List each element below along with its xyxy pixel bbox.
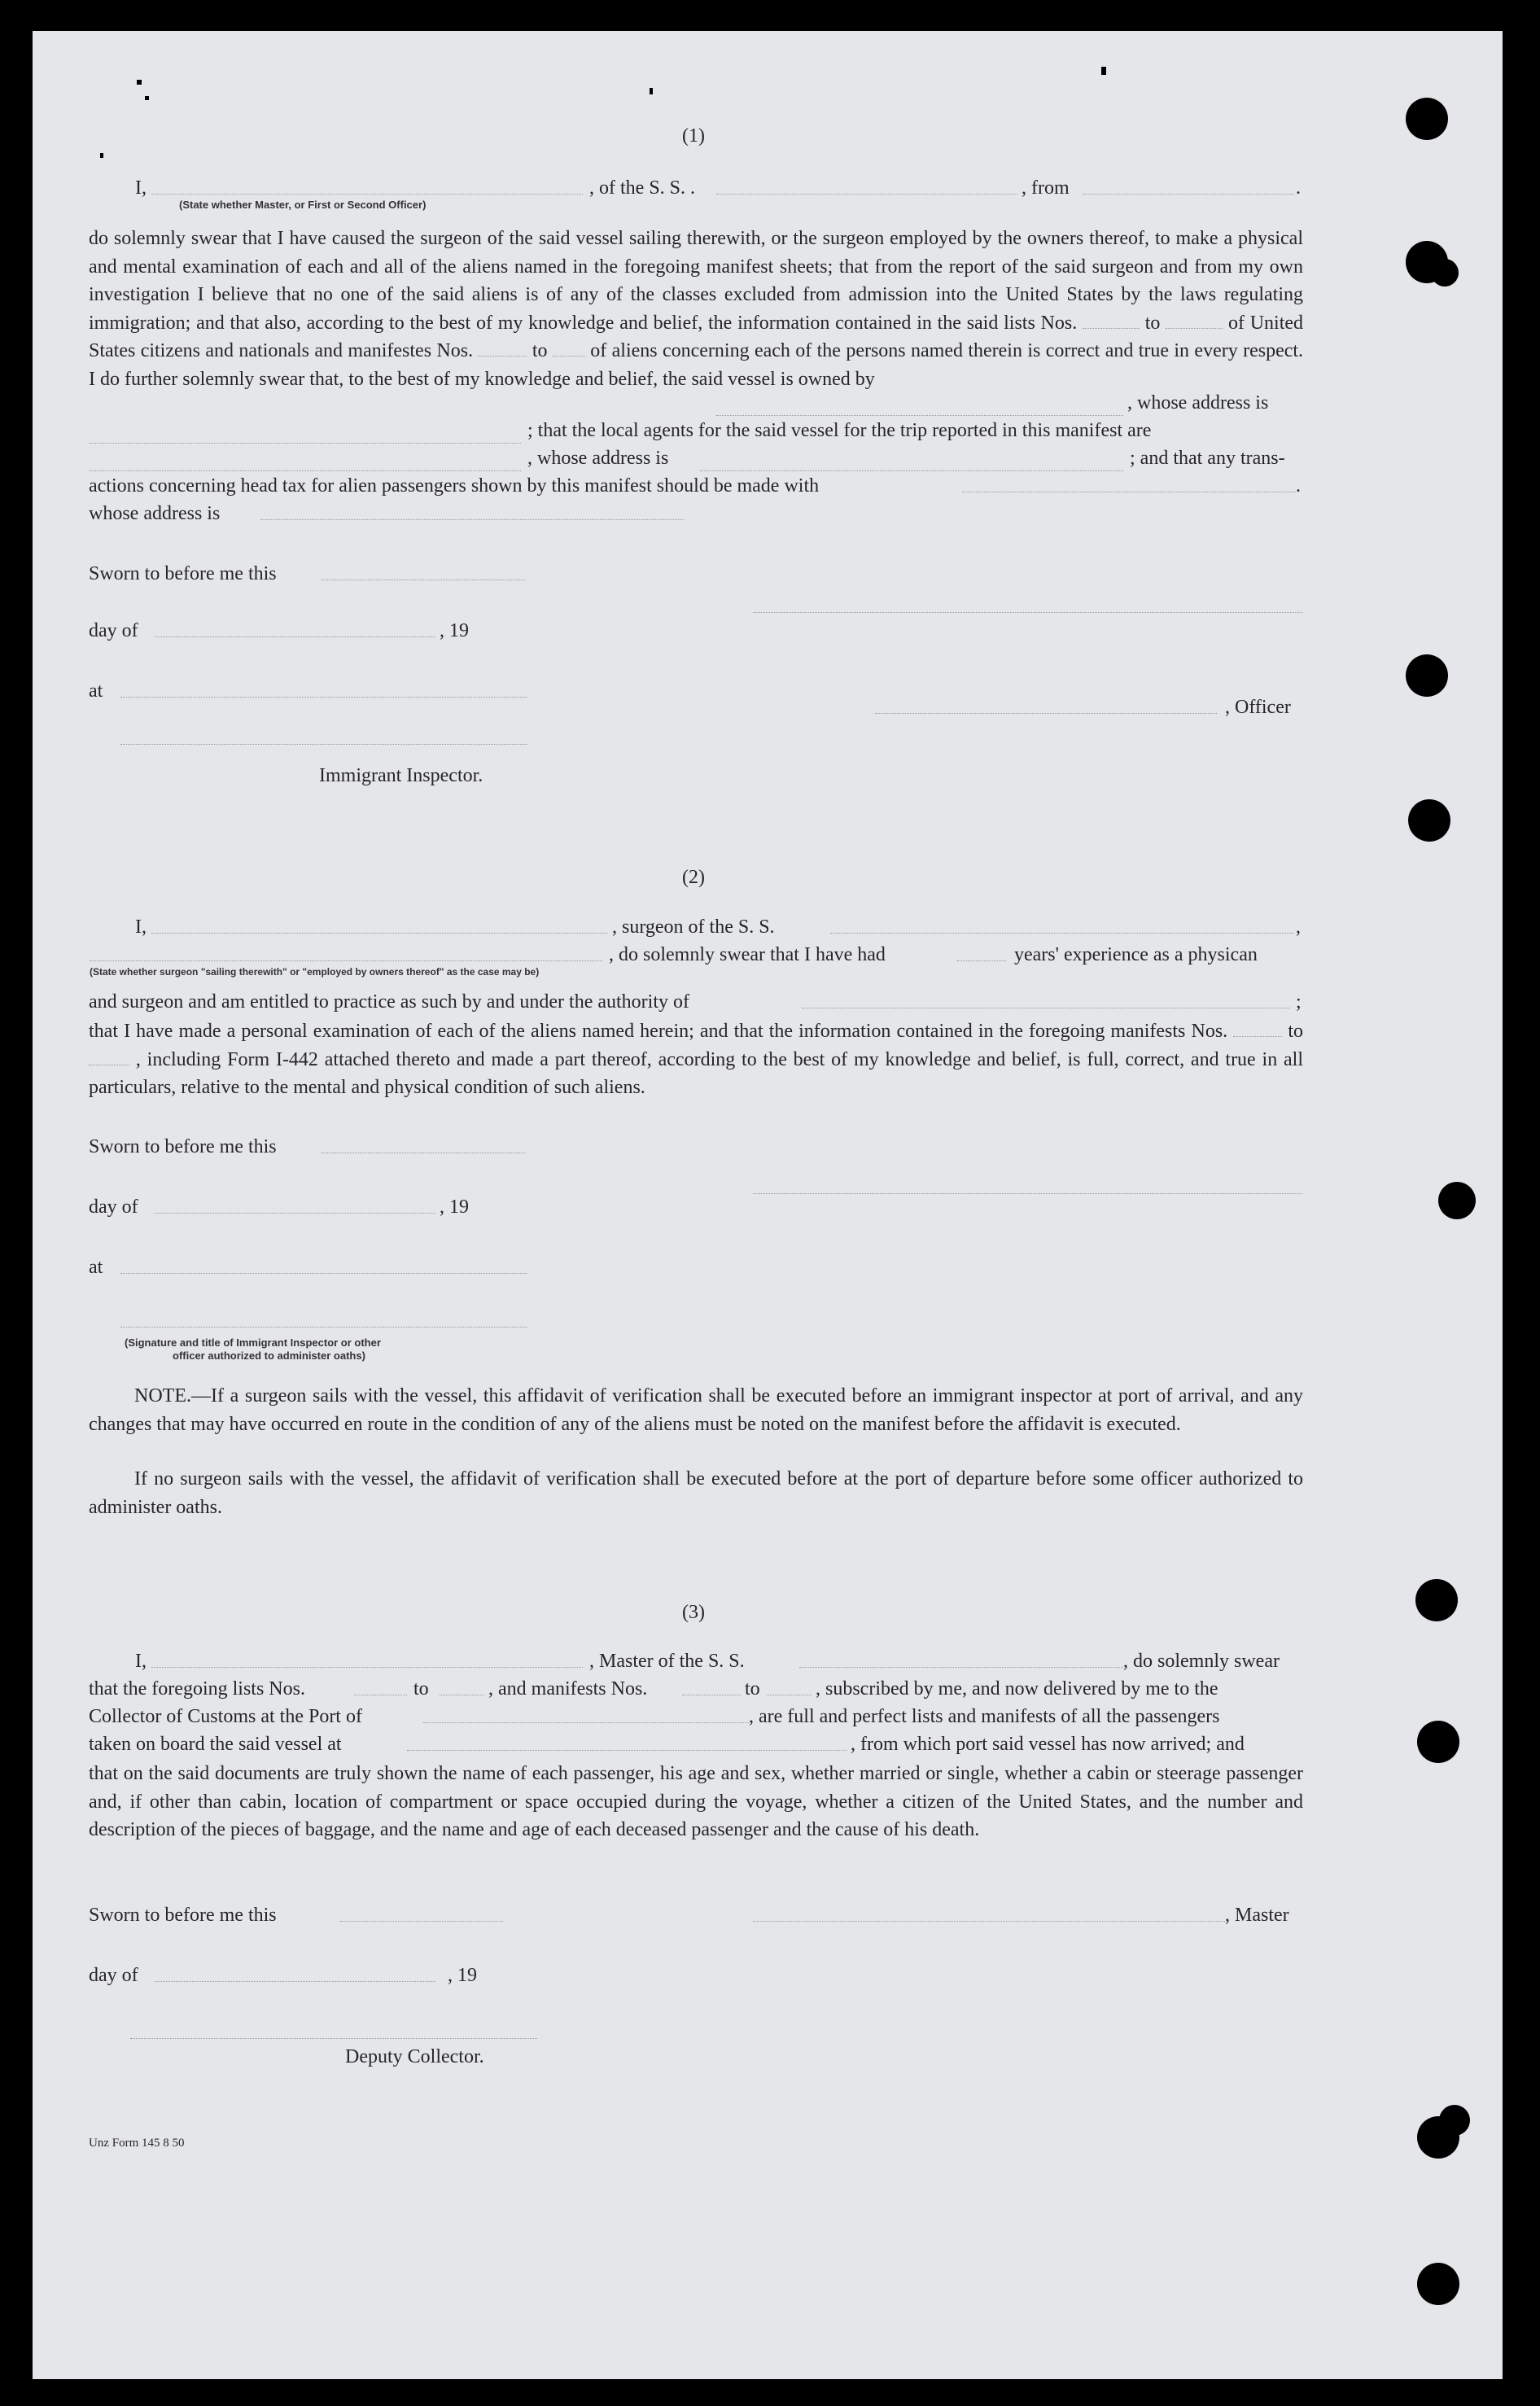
- at-label: at: [89, 1257, 103, 1278]
- ink-speck: [650, 88, 653, 94]
- line-end: .: [1296, 475, 1301, 497]
- vessel-label: , of the S. S. .: [589, 177, 696, 199]
- inspector-blank[interactable]: [120, 744, 527, 745]
- to-label: to: [413, 1678, 429, 1700]
- day-of-label: day of: [89, 1196, 138, 1218]
- surgeon-name-blank[interactable]: [151, 933, 607, 934]
- signature-note: officer authorized to administer oaths): [173, 1350, 365, 1362]
- inspector-label: Immigrant Inspector.: [319, 765, 483, 786]
- note-paragraph: NOTE.—If a surgeon sails with the vessel, this affidavit of verification shall be executed before an immigrant inspector at port of arrival, and any changes that may have occurred en route in the condition of any of the aliens must be noted on the manifest before the affidavit is executed.: [89, 1385, 1303, 1435]
- section3-body: that on the said documents are truly shown the name of each passenger, his age and sex, whether married or single, whether a cabin or steerage passenger and, if other than cabin, location of compartment or space occupied during the voyage, whether a citizen of the United States, and the number and description of the pieces of baggage, and the name and age of each deceased passenger and the cause of his death.: [89, 1763, 1303, 1840]
- day-of-label: day of: [89, 620, 138, 641]
- signature-blank[interactable]: [120, 1327, 527, 1328]
- taken-label: taken on board the said vessel at: [89, 1734, 342, 1755]
- master-vessel-label: , Master of the S. S.: [589, 1651, 745, 1672]
- master-label: , Master: [1225, 1905, 1289, 1926]
- manifest-from-blank[interactable]: [1233, 1036, 1282, 1037]
- deputy-label: Deputy Collector.: [345, 2046, 484, 2067]
- surgeon-status-blank[interactable]: [90, 960, 602, 961]
- from-label: , from: [1022, 177, 1070, 199]
- surgeon-signature-blank[interactable]: [753, 1193, 1302, 1194]
- punch-hole: [1408, 799, 1450, 842]
- agents-address-blank[interactable]: [700, 470, 1123, 471]
- years-blank[interactable]: [957, 960, 1006, 961]
- transactions-label: ; and that any trans-: [1130, 448, 1285, 469]
- sworn-label: Sworn to before me this: [89, 1136, 277, 1157]
- experience-label: , do solemnly swear that I have had: [609, 944, 886, 965]
- punch-hole: [1406, 98, 1448, 140]
- arrived-label: , from which port said vessel has now arrived; and: [851, 1734, 1245, 1755]
- form-number: Unz Form 145 8 50: [89, 2137, 185, 2150]
- list-from-blank[interactable]: [1083, 328, 1140, 329]
- section2-body: that I have made a personal examination of each of the aliens named herein; and that the information contained in the foregoing manifests Nos. to , including Form I-442 attached thereto and made a part thereof, according to the best of my knowledge and belief, is full, correct, and true in all particulars, relative to the mental and physical condition of such aliens.: [89, 1021, 1304, 1098]
- owner-address-blank[interactable]: [90, 443, 521, 444]
- lists-perfect-label: , are full and perfect lists and manifests of all the passengers: [749, 1706, 1220, 1727]
- year-label: , 19: [448, 1965, 477, 1986]
- manifest-to-blank[interactable]: [553, 356, 585, 357]
- section-number: (3): [682, 1602, 705, 1623]
- line-end: .: [1296, 177, 1301, 199]
- ink-speck: [1101, 67, 1106, 75]
- ink-speck: [100, 153, 103, 158]
- taken-port-blank[interactable]: [407, 1750, 847, 1751]
- punch-hole: [1417, 1721, 1459, 1763]
- at-blank[interactable]: [120, 1273, 527, 1274]
- officer-title-blank[interactable]: [875, 713, 1217, 714]
- ink-speck: [137, 80, 142, 85]
- whose-address-label: whose address is: [89, 503, 221, 524]
- port-blank[interactable]: [423, 1722, 749, 1723]
- punch-hole: [1431, 259, 1459, 287]
- name-blank[interactable]: [151, 194, 583, 195]
- manifests-label: , and manifests Nos.: [488, 1678, 648, 1700]
- surgeon-vessel-blank[interactable]: [830, 933, 1294, 934]
- master-vessel-blank[interactable]: [799, 1667, 1123, 1668]
- line-start: I,: [135, 916, 147, 938]
- signature-note: (Signature and title of Immigrant Inspector or other: [125, 1336, 381, 1349]
- lists-label: that the foregoing lists Nos.: [89, 1678, 305, 1700]
- day-of-blank[interactable]: [155, 1213, 435, 1214]
- whose-address-label: , whose address is: [1127, 392, 1269, 413]
- officer-note: (State whether Master, or First or Second Officer): [179, 199, 427, 211]
- surgeon-note: (State whether surgeon "sailing therewith" or "employed by owners thereof" as the case may be): [90, 966, 540, 978]
- sworn-blank[interactable]: [340, 1921, 503, 1922]
- line-end: ;: [1296, 991, 1302, 1013]
- day-of-blank[interactable]: [155, 636, 435, 637]
- line-start: I,: [135, 177, 147, 199]
- punch-hole: [1417, 2263, 1459, 2305]
- punch-hole: [1406, 654, 1448, 697]
- manifest-from-blank[interactable]: [478, 356, 527, 357]
- punch-hole: [1439, 2105, 1470, 2136]
- master-signature-blank[interactable]: [753, 1921, 1225, 1922]
- section1-body: do solemnly swear that I have caused the surgeon of the said vessel sailing therewith, or the surgeon employed by the owners thereof, to make a physical and mental examination of each and all of the aliens named in the foregoing manifest sheets; that from the report of the said surgeon and from my own investigation I believe that no one of the said aliens is of any of the classes excluded from admission into the United States by the laws regulating immigration; and that also, according to the best of my knowledge and belief, the information contained in the said lists Nos. to of United States citizens and nationals and manifestes Nos. to of aliens concerning each of the persons named therein is correct and true in every respect. I do further solemnly swear that, to the best of my knowledge and belief, the said vessel is owned by: [89, 228, 1304, 390]
- section-number: (2): [682, 867, 705, 888]
- punch-hole: [1415, 1579, 1458, 1621]
- authority-label: and surgeon and am entitled to practice as such by and under the authority of: [89, 991, 689, 1013]
- to-label: to: [745, 1678, 760, 1700]
- surgeon-vessel-label: , surgeon of the S. S.: [612, 916, 775, 938]
- swear-label: , do solemnly swear: [1123, 1651, 1280, 1672]
- officer-signature-blank[interactable]: [753, 612, 1302, 613]
- subscribed-label: , subscribed by me, and now delivered by me to the: [816, 1678, 1218, 1700]
- sworn-label: Sworn to before me this: [89, 563, 277, 584]
- list-to-blank[interactable]: [1166, 328, 1223, 329]
- day-of-blank[interactable]: [155, 1981, 435, 1982]
- sworn-label: Sworn to before me this: [89, 1905, 277, 1926]
- head-tax-address-blank[interactable]: [260, 519, 684, 520]
- ink-speck: [145, 96, 149, 100]
- day-of-label: day of: [89, 1965, 138, 1986]
- at-label: at: [89, 680, 103, 702]
- local-agents-label: ; that the local agents for the said vessel for the trip reported in this manifest are: [527, 420, 1152, 441]
- experience-end-label: years' experience as a physican: [1014, 944, 1258, 965]
- vessel-blank[interactable]: [716, 194, 1017, 195]
- head-tax-label: actions concerning head tax for alien passengers shown by this manifest should be made with: [89, 475, 820, 497]
- agents-blank[interactable]: [90, 470, 521, 471]
- owner-blank[interactable]: [716, 415, 1123, 416]
- deputy-blank[interactable]: [130, 2038, 537, 2039]
- collector-label: Collector of Customs at the Port of: [89, 1706, 362, 1727]
- punch-hole: [1438, 1182, 1476, 1219]
- whose-address-label: , whose address is: [527, 448, 669, 469]
- officer-label: , Officer: [1225, 697, 1291, 718]
- year-label: , 19: [440, 1196, 469, 1218]
- at-blank[interactable]: [120, 697, 527, 698]
- master-name-blank[interactable]: [151, 1667, 583, 1668]
- line-start: I,: [135, 1651, 147, 1672]
- from-blank[interactable]: [1083, 194, 1294, 195]
- year-label: , 19: [440, 620, 469, 641]
- section-number: (1): [682, 125, 705, 147]
- line-end: ,: [1296, 916, 1301, 938]
- note-paragraph: If no surgeon sails with the vessel, the affidavit of verification shall be executed before at the port of departure before some officer authorized to administer oaths.: [89, 1468, 1303, 1518]
